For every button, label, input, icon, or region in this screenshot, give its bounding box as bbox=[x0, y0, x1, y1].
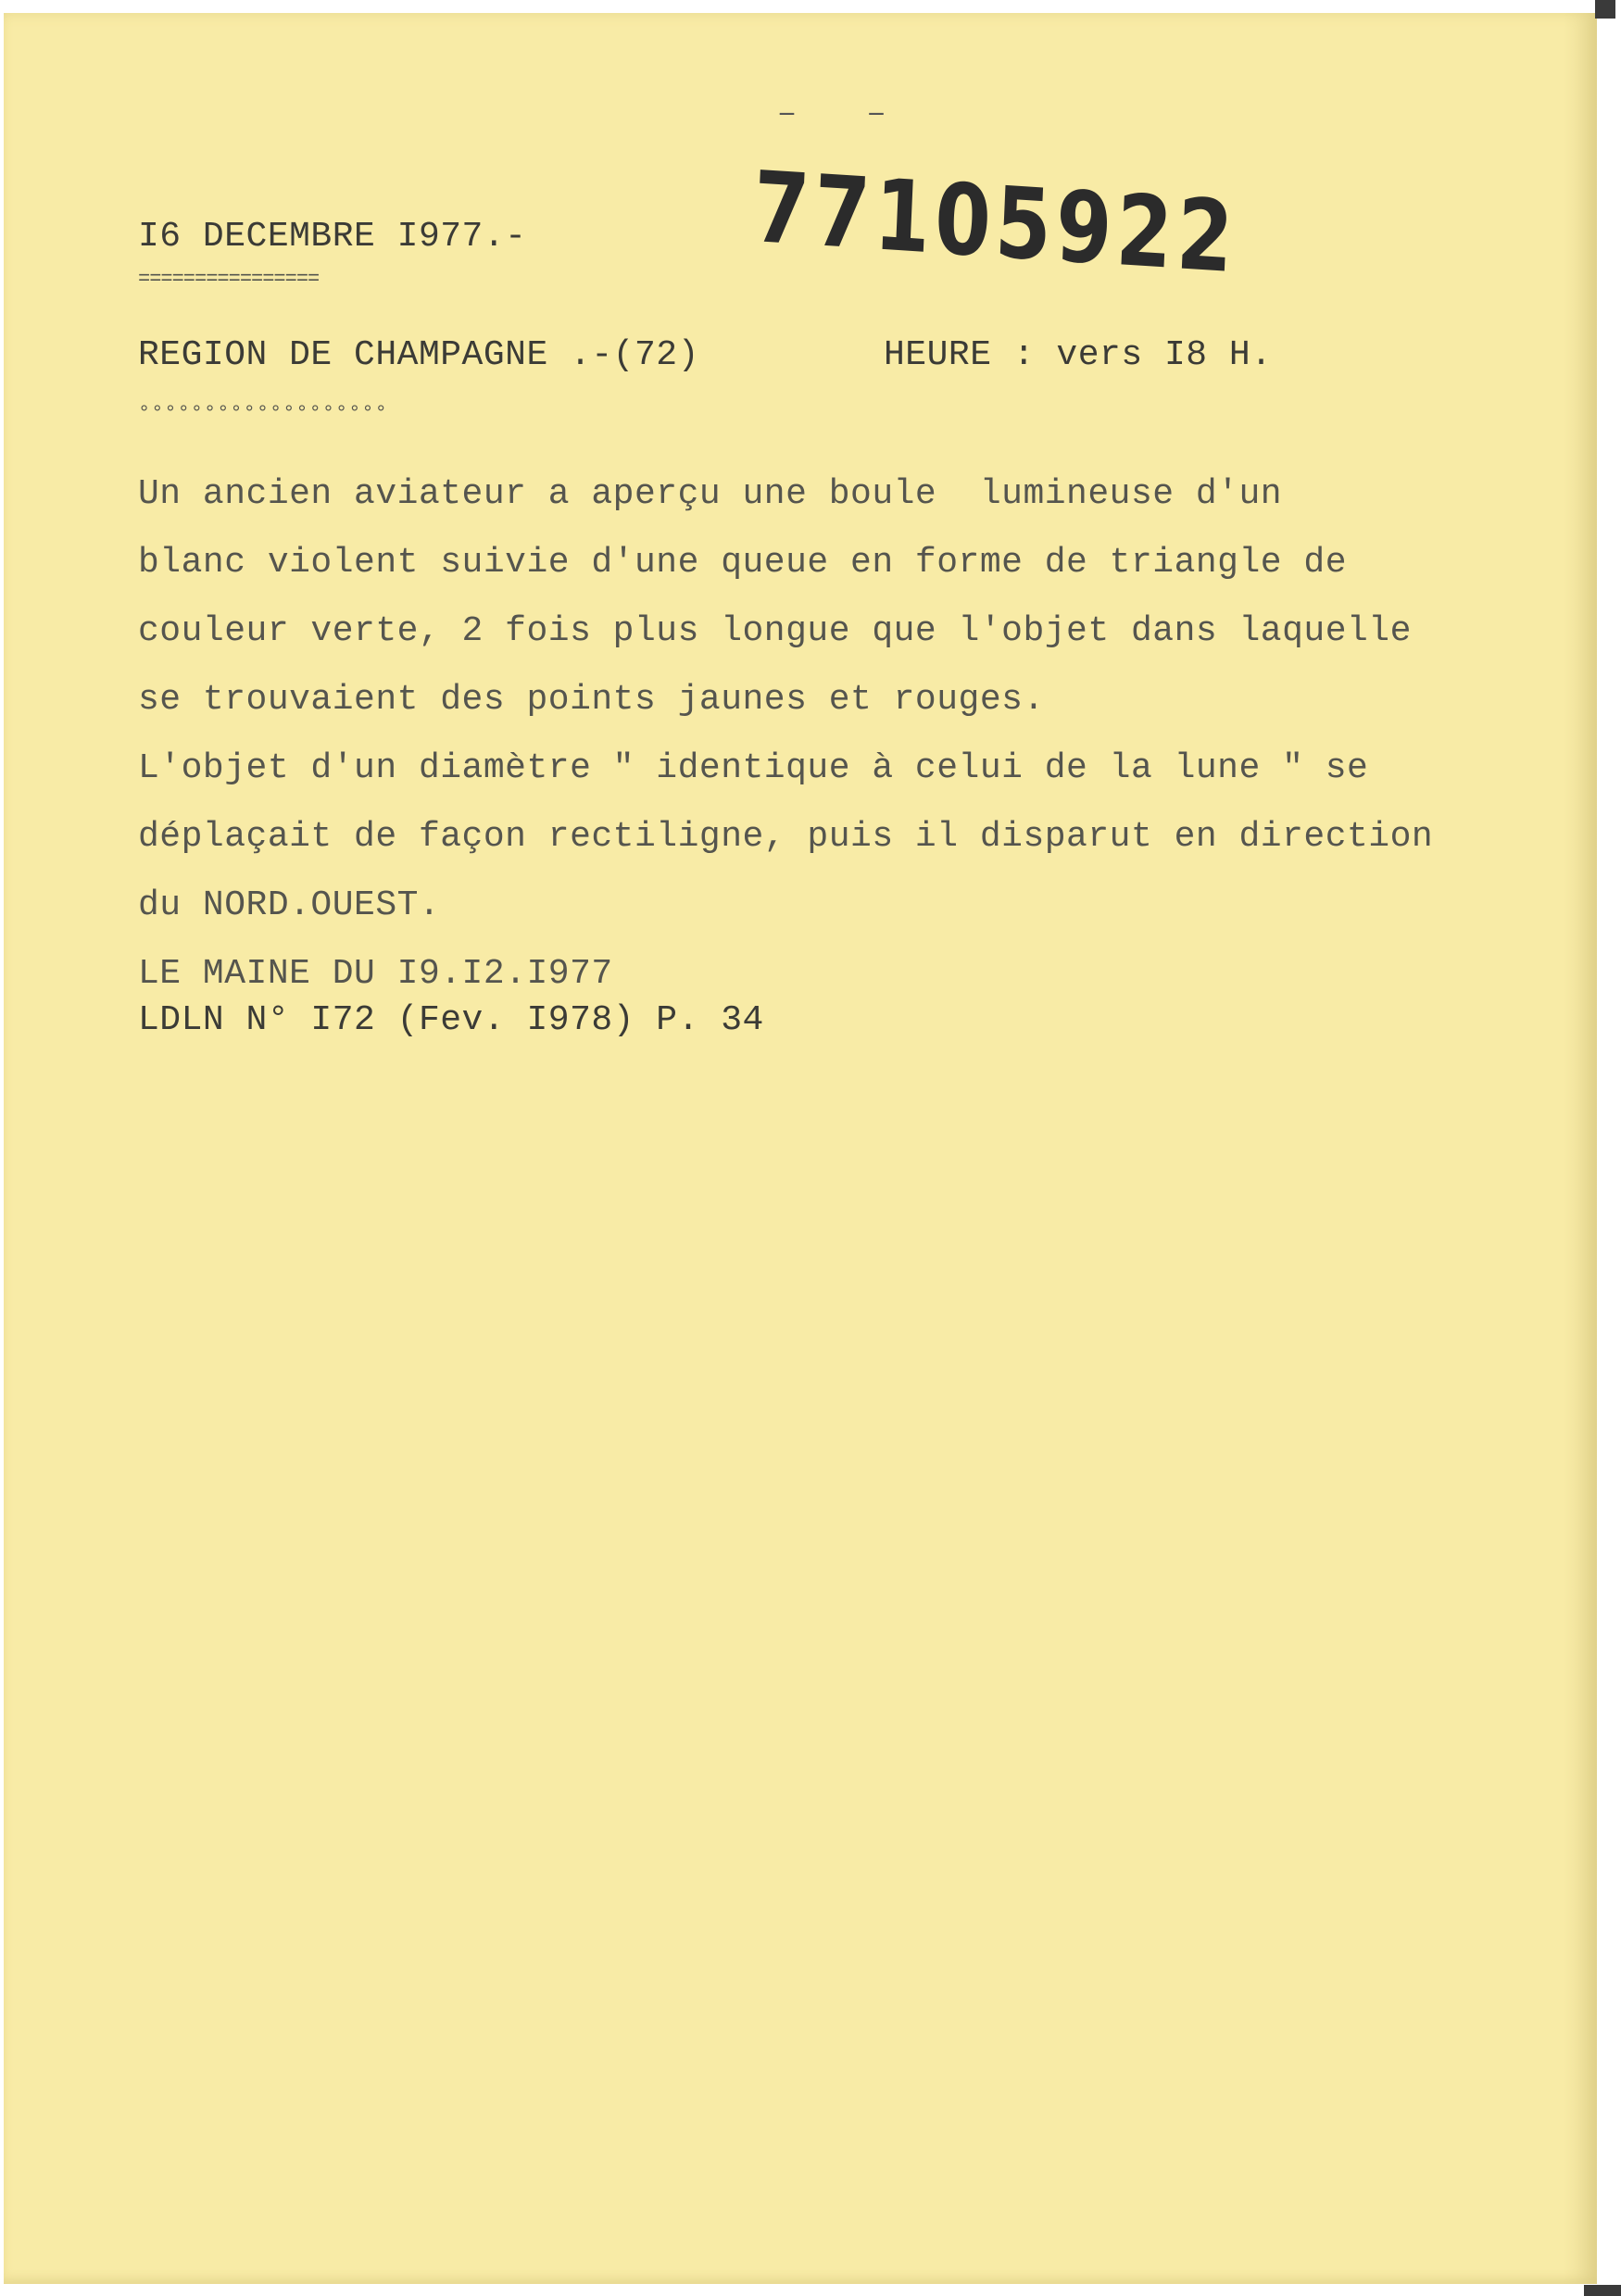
time-heading: HEURE : vers I8 H. bbox=[884, 335, 1273, 375]
separator-line: °°°°°°°°°°°°°°°°°°° bbox=[138, 402, 388, 425]
paper-sheet bbox=[4, 13, 1597, 2284]
scan-corner-mark bbox=[1595, 0, 1615, 19]
body-text-line: L'objet d'un diamètre " identique à celui de la lune " se bbox=[138, 748, 1369, 788]
date-underline: ================ bbox=[138, 268, 320, 291]
body-text-line: couleur verte, 2 fois plus longue que l'objet dans laquelle bbox=[138, 611, 1412, 651]
report-date: I6 DECEMBRE I977.- bbox=[138, 217, 527, 257]
scan-corner-mark bbox=[1584, 2285, 1621, 2296]
region-heading: REGION DE CHAMPAGNE .-(72) bbox=[138, 335, 699, 375]
stamp-tick-marks: ‾ ‾ bbox=[780, 109, 917, 142]
source-magazine: LDLN N° I72 (Fev. I978) P. 34 bbox=[138, 1000, 764, 1040]
source-newspaper: LE MAINE DU I9.I2.I977 bbox=[138, 954, 613, 994]
body-text-line: blanc violent suivie d'une queue en forme de triangle de bbox=[138, 543, 1348, 583]
body-text-line: se trouvaient des points jaunes et rouges. bbox=[138, 680, 1045, 720]
reference-number-stamp: 77105922 bbox=[750, 150, 1240, 295]
body-text-line: Un ancien aviateur a aperçu une boule lumineuse d'un bbox=[138, 474, 1283, 514]
paper-edge-shadow bbox=[1564, 13, 1597, 2284]
body-text-line: du NORD.OUEST. bbox=[138, 885, 441, 925]
body-text-line: déplaçait de façon rectiligne, puis il disparut en direction bbox=[138, 817, 1434, 857]
